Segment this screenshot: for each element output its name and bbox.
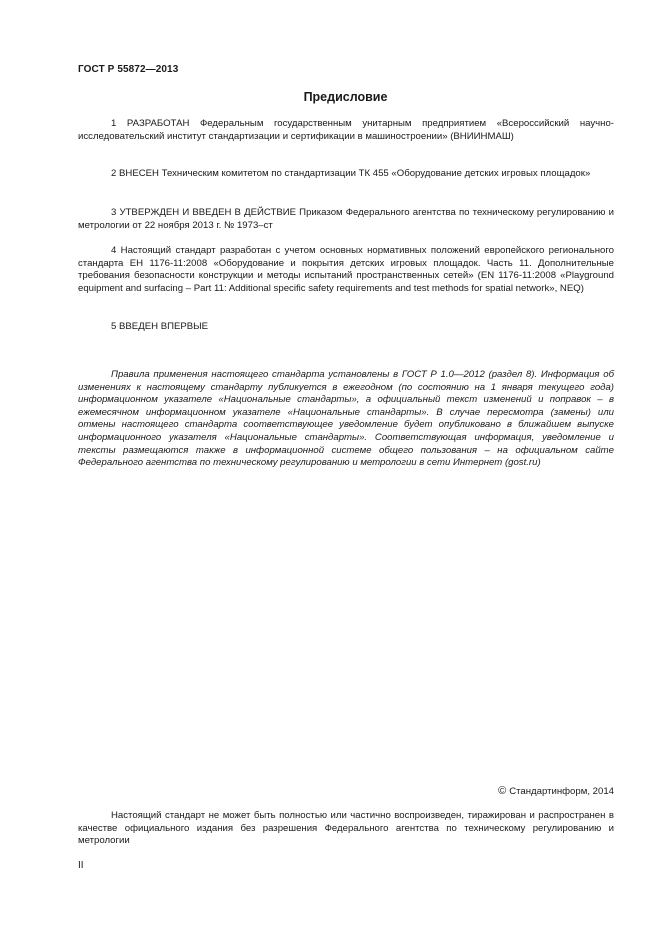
copyright-icon: © xyxy=(498,785,507,797)
paragraph-introduced-by: 2 ВНЕСЕН Техническим комитетом по стандартизации ТК 455 «Оборудование детских игровых площадок» xyxy=(111,168,591,179)
application-rules-notice: Правила применения настоящего стандарта установлены в ГОСТ Р 1.0—2012 (раздел 8). Информация об изменениях к настоящему стандарту публикуется в ежегодном (по состоянию на 1 января текущего года) информационном указателе «Национальные стандарты», а официальный текст изменений и поправок – в ежемесячном информационном указателе «Национальные стандарты». В случае пересмотра (замены) или отмены настоящего стандарта соответствующее уведомление будет опубликовано в ближайшем выпуске информационного указателя «Национальные стандарты». Соответствующая информация, уведомление и тексты размещаются также в информационной системе общего пользования – на официальном сайте Федерального агентства по техническому регулированию и метрологии в сети Интернет (gost.ru) xyxy=(78,369,614,469)
paragraph-first-introduced: 5 ВВЕДЕН ВПЕРВЫЕ xyxy=(111,321,209,332)
paragraph-developed-by: 1 РАЗРАБОТАН Федеральным государственным унитарным предприятием «Всероссийский научно-исследовательский институт стандартизации и сертификации в машиностроении» (ВНИИНМАШ) xyxy=(78,118,614,142)
paragraph-based-on: 4 Настоящий стандарт разработан с учетом основных нормативных положений европейского регионального стандарта ЕН 1176-11:2008 «Оборудование и покрытия детских игровых площадок. Часть 11. Дополнительные требования безопасности конструкции и методы испытаний пространственных сетей» (EN 1176-11:2008 «Playground equipment and surfacing – Part 11: Additional specific safety requirements and test methods for spatial network», NEQ) xyxy=(78,245,614,294)
paragraph-approved: 3 УТВЕРЖДЕН И ВВЕДЕН В ДЕЙСТВИЕ Приказом Федерального агентства по техническому регулированию и метрологии от 22 ноября 2013 г. № 1973–ст xyxy=(78,207,614,231)
reproduction-notice: Настоящий стандарт не может быть полностью или частично воспроизведен, тиражирован и распространен в качестве официального издания без разрешения Федерального агентства по техническому регулированию и метрологии xyxy=(78,810,614,847)
copyright-holder: Стандартинформ, 2014 xyxy=(509,786,614,797)
copyright-line xyxy=(498,785,614,797)
standard-id: ГОСТ Р 55872—2013 xyxy=(78,64,179,75)
page-number: II xyxy=(78,860,84,871)
preface-heading: Предисловие xyxy=(303,90,388,104)
